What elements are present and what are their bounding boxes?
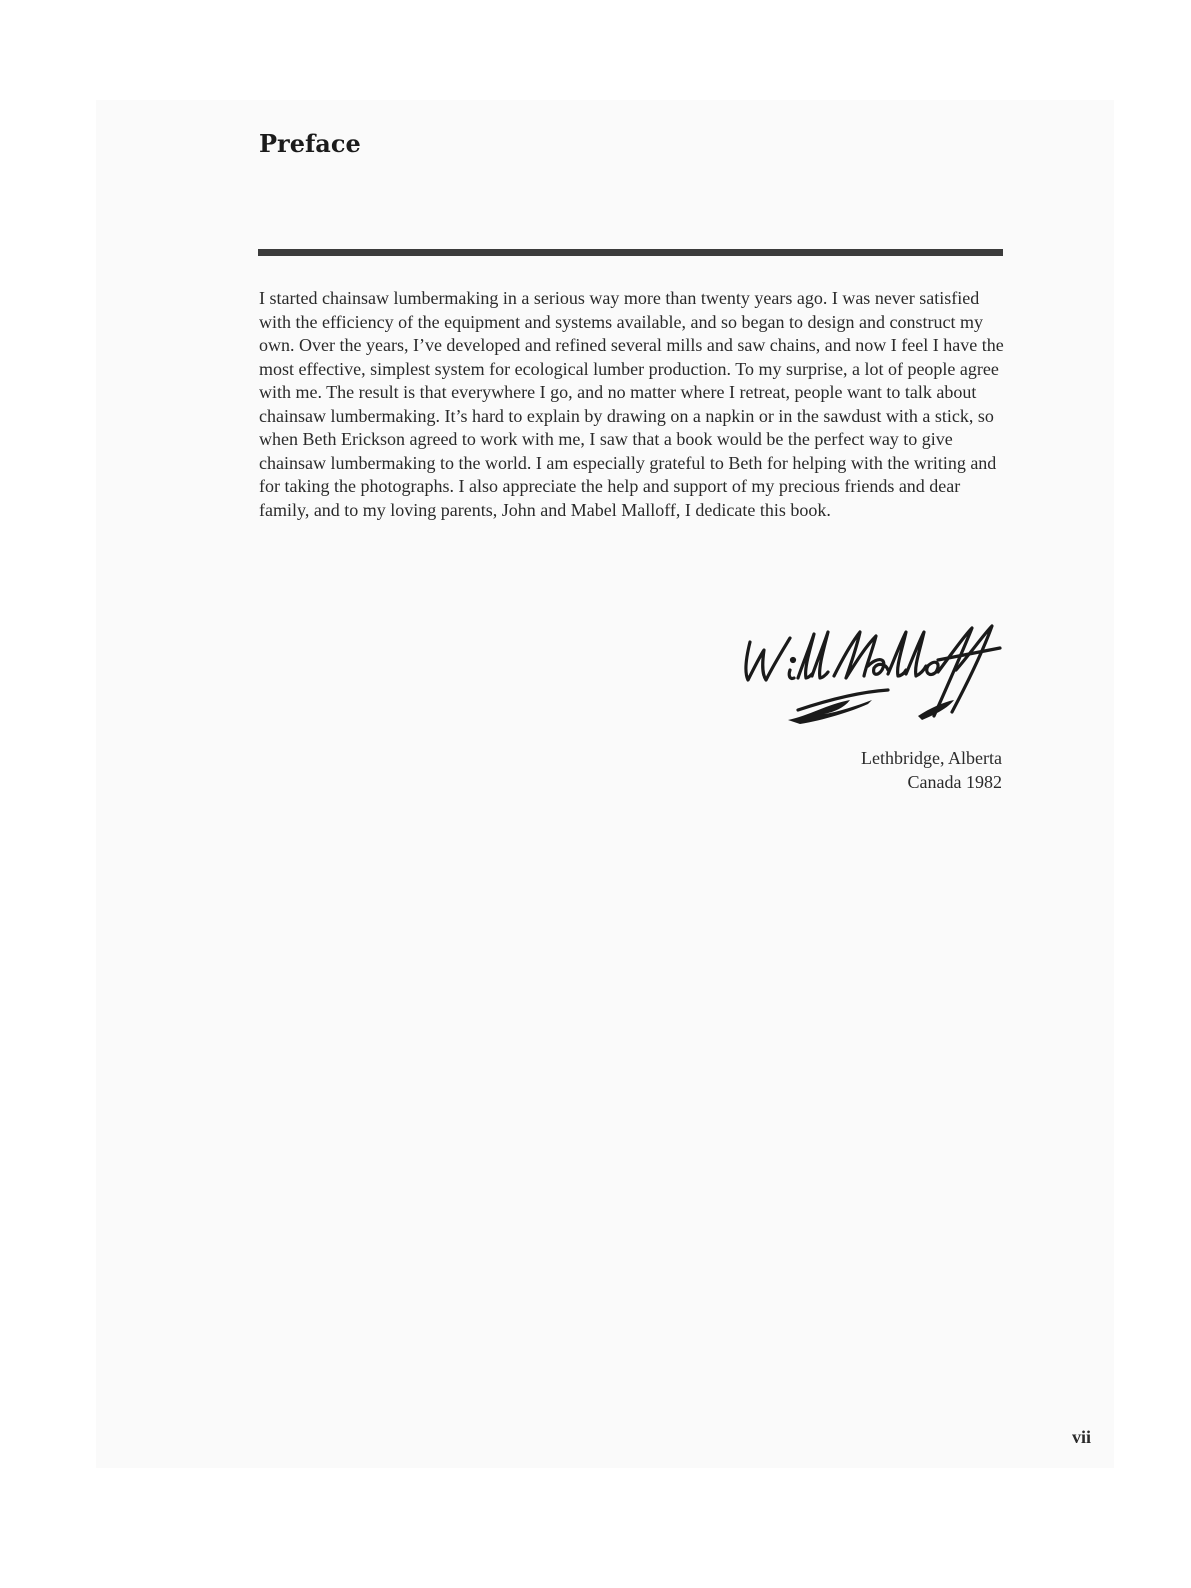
place-line-city: Lethbridge, Alberta [861,748,1002,768]
page-number: vii [1072,1427,1092,1447]
page-title: Preface [259,129,361,158]
preface-paragraph: I started chainsaw lumbermaking in a serious way more than twenty years ago. I was never satisfied with the efficiency of the equipment and systems available, and so began to design and construct my own. Over the years, I’ve developed and refined several mills and saw chains, and now I feel I have the most effective, simplest system for ecological lumber production. To my surprise, a lot of people agree with me. The result is that everywhere I go, and no matter where I retreat, people want to talk about chainsaw lumbermaking. It’s hard to explain by drawing on a napkin or in the sawdust with a stick, so when Beth Erickson agreed to work with me, I saw that a book would be the perfect way to give chainsaw lumbermaking to the world. I am especially grateful to Beth for helping with the writing and for taking the photographs. I also appreciate the help and support of my precious friends and dear family, and to my loving parents, John and Mabel Malloff, I dedicate this book. [259,288,1004,520]
signature-image [738,620,1008,730]
title-rule [258,249,1003,256]
place-line-country-year: Canada 1982 [907,772,1002,792]
place-and-date [861,746,1002,794]
